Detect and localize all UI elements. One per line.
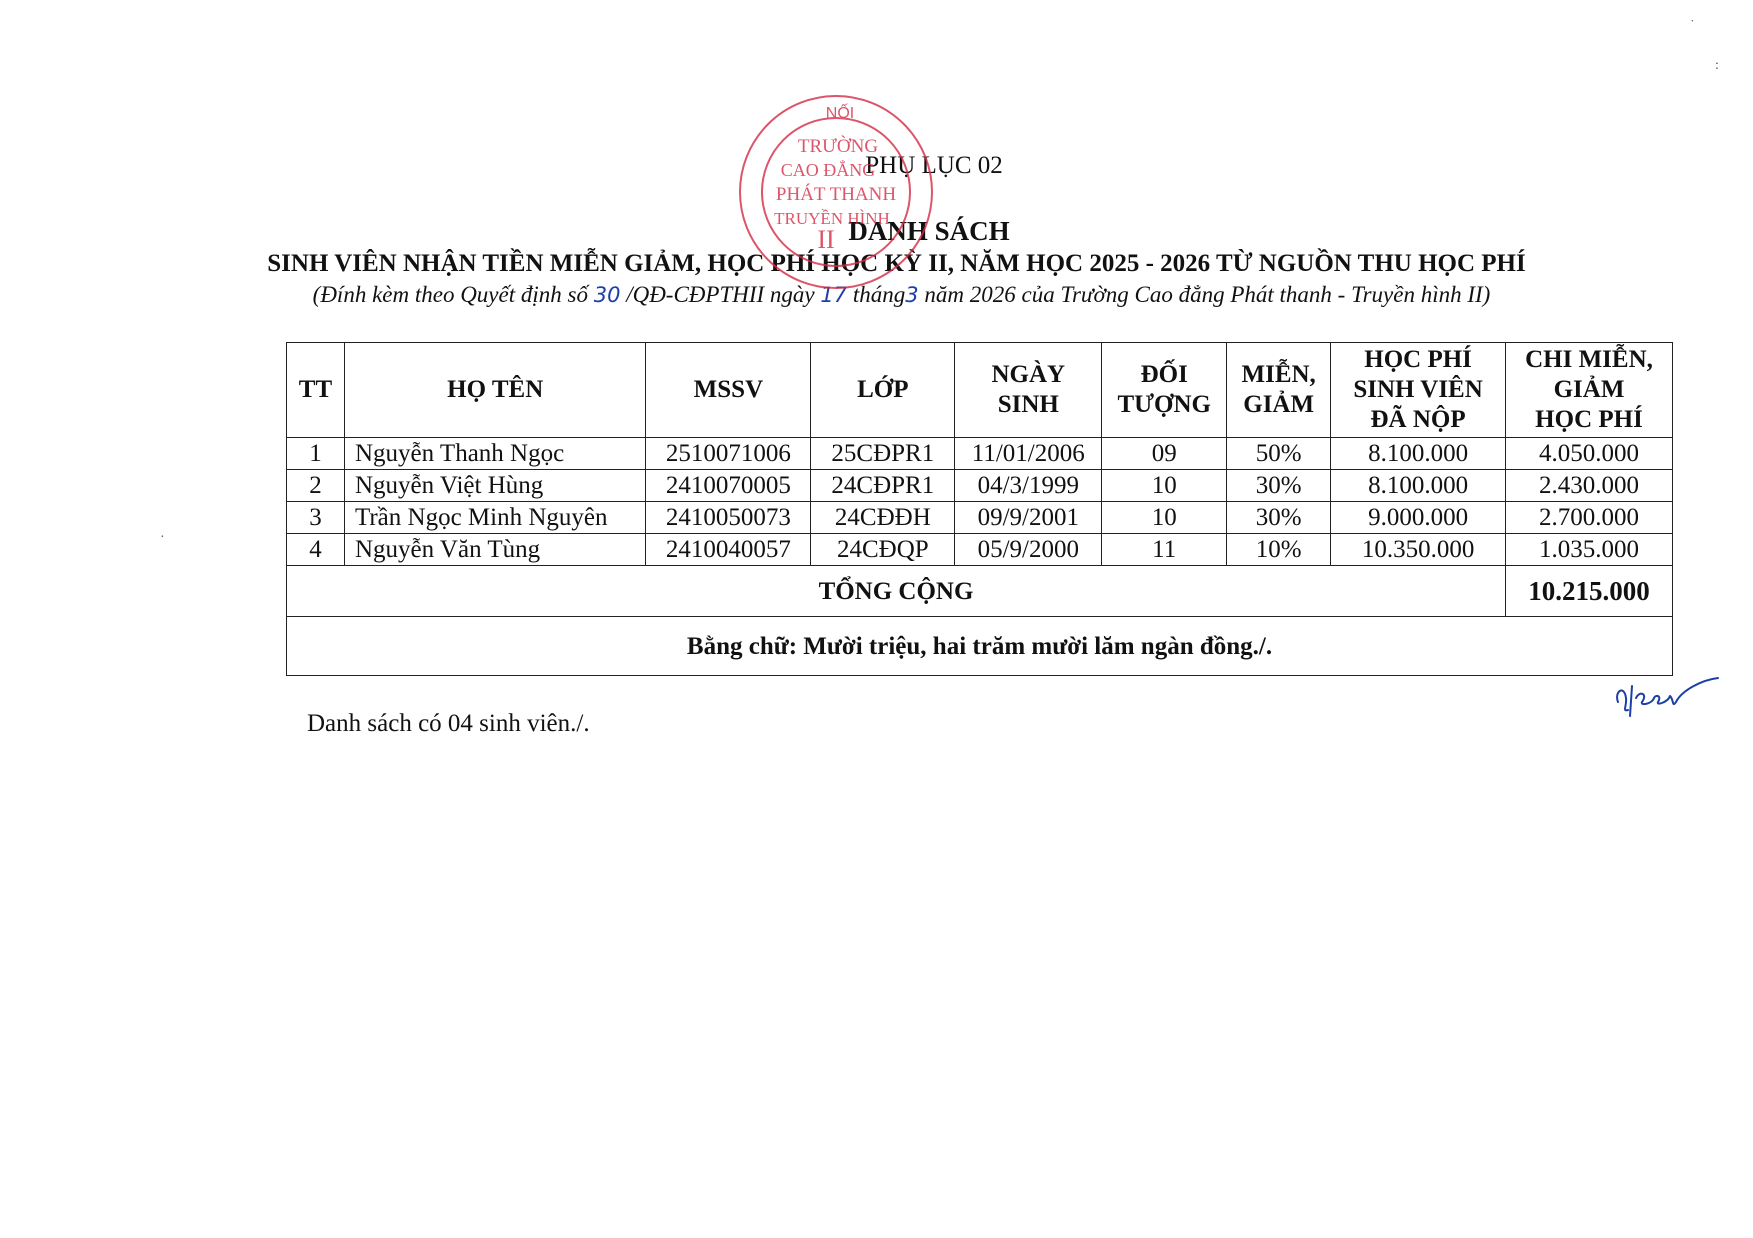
cell-name: Nguyễn Thanh Ngọc (344, 438, 645, 470)
cell-tt: 2 (287, 470, 345, 502)
total-value: 10.215.000 (1506, 566, 1673, 617)
col-header-discount: MIỄN, GIẢM (1227, 343, 1331, 438)
appendix-label: PHỤ LỤC 02 (865, 152, 1003, 179)
decision-day: 17 (820, 283, 848, 307)
cell-dob: 04/3/1999 (955, 470, 1102, 502)
handwritten-signature (1612, 672, 1720, 720)
cell-mssv: 2510071006 (646, 438, 811, 470)
reference-text: (Đính kèm theo Quyết định số (312, 282, 594, 307)
decision-number: 30 (593, 283, 621, 307)
reference-text: /QĐ-CĐPTHII ngày (620, 282, 821, 307)
svg-text:PHÁT THANH: PHÁT THANH (775, 184, 897, 205)
cell-discount: 50% (1227, 438, 1331, 470)
cell-fee-paid: 10.350.000 (1331, 534, 1506, 566)
cell-class: 24CĐQP (811, 534, 955, 566)
col-header-class: LỚP (811, 343, 955, 438)
svg-text:II: II (817, 225, 835, 254)
scan-mark: · (160, 530, 165, 545)
cell-group: 11 (1102, 534, 1227, 566)
cell-discount: 10% (1227, 534, 1331, 566)
cell-discount: 30% (1227, 502, 1331, 534)
cell-name: Trần Ngọc Minh Nguyên (344, 502, 645, 534)
amount-in-words-row (287, 617, 1673, 676)
cell-amount: 1.035.000 (1506, 534, 1673, 566)
cell-amount: 2.430.000 (1506, 470, 1673, 502)
cell-class: 25CĐPR1 (811, 438, 955, 470)
col-header-group: ĐỐI TƯỢNG (1102, 343, 1227, 438)
cell-fee-paid: 8.100.000 (1331, 438, 1506, 470)
cell-name: Nguyễn Văn Tùng (344, 534, 645, 566)
cell-tt: 4 (287, 534, 345, 566)
cell-mssv: 2410040057 (646, 534, 811, 566)
cell-group: 09 (1102, 438, 1227, 470)
total-label: TỔNG CỘNG (287, 566, 1506, 617)
cell-discount: 30% (1227, 470, 1331, 502)
col-header-mssv: MSSV (646, 343, 811, 438)
amount-in-words: Bằng chữ: Mười triệu, hai trăm mười lăm ngàn đồng./. (287, 617, 1673, 676)
table-row (287, 534, 1673, 566)
col-header-tt: TT (287, 343, 345, 438)
cell-amount: 4.050.000 (1506, 438, 1673, 470)
scan-mark: : (1715, 58, 1719, 73)
cell-fee-paid: 8.100.000 (1331, 470, 1506, 502)
scan-mark: ˙ (1690, 18, 1695, 33)
cell-name: Nguyễn Việt Hùng (344, 470, 645, 502)
official-seal (728, 90, 948, 295)
svg-text:CAO ĐẲNG: CAO ĐẲNG (780, 160, 876, 180)
cell-fee-paid: 9.000.000 (1331, 502, 1506, 534)
cell-amount: 2.700.000 (1506, 502, 1673, 534)
col-header-amount: CHI MIỄN, GIẢM HỌC PHÍ (1506, 343, 1673, 438)
col-header-fee-paid: HỌC PHÍ SINH VIÊN ĐÃ NỘP (1331, 343, 1506, 438)
table-row (287, 438, 1673, 470)
reference-text: năm 2026 của Trường Cao đẳng Phát thanh - Truyền hình II) (918, 282, 1491, 307)
reference-text: tháng (847, 282, 906, 307)
student-table (286, 342, 1673, 676)
cell-class: 24CĐĐH (811, 502, 955, 534)
cell-tt: 1 (287, 438, 345, 470)
cell-dob: 09/9/2001 (955, 502, 1102, 534)
decision-month: 3 (905, 283, 919, 307)
table-header-row (287, 343, 1673, 438)
document-subtitle: SINH VIÊN NHẬN TIỀN MIỄN GIẢM, HỌC PHÍ HỌC KỲ II, NĂM HỌC 2025 - 2026 TỪ NGUỒN THU HỌC PHÍ (267, 250, 1526, 277)
footer-note: Danh sách có 04 sinh viên./. (307, 710, 590, 737)
col-header-name: HỌ TÊN (344, 343, 645, 438)
cell-dob: 11/01/2006 (955, 438, 1102, 470)
svg-text:TRUYỀN HÌNH: TRUYỀN HÌNH (774, 209, 890, 228)
table-row (287, 502, 1673, 534)
svg-text:NỐI: NỐI (825, 105, 855, 122)
cell-group: 10 (1102, 502, 1227, 534)
cell-mssv: 2410050073 (646, 502, 811, 534)
col-header-dob: NGÀY SINH (955, 343, 1102, 438)
total-row (287, 566, 1673, 617)
cell-tt: 3 (287, 502, 345, 534)
cell-mssv: 2410070005 (646, 470, 811, 502)
cell-class: 24CĐPR1 (811, 470, 955, 502)
cell-dob: 05/9/2000 (955, 534, 1102, 566)
table-row (287, 470, 1673, 502)
document-title: DANH SÁCH (848, 216, 1010, 246)
svg-text:TRƯỜNG: TRƯỜNG (797, 136, 879, 157)
cell-group: 10 (1102, 470, 1227, 502)
